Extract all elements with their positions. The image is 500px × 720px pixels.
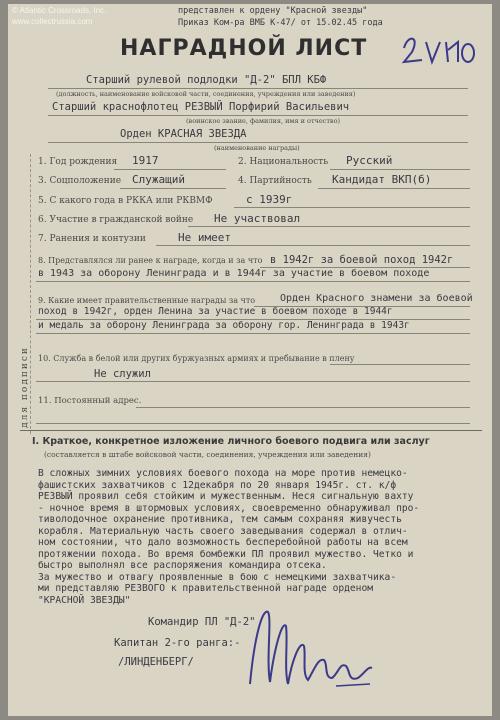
narrative-text (38, 468, 478, 606)
side-label: для подписи (19, 346, 30, 428)
field-2-label: 2. Национальность (238, 157, 329, 167)
award-value: Орден КРАСНАЯ ЗВЕЗДА (120, 128, 247, 140)
watermark-line-1: © Atlantic Crossroads, Inc. (12, 6, 107, 15)
narrative-line: тиволодочное охранение противника, тем самым сохраняя живучесть (38, 514, 402, 525)
name-value: Старший краснофлотец РЕЗВЫЙ Порфирий Васильевич (52, 101, 350, 113)
field-5-label: 5. С какого года в РККА или РКВМФ (38, 196, 213, 206)
signature (240, 600, 380, 704)
position-value: Старший рулевой подлодки "Д-2" БПЛ КБФ (86, 74, 327, 86)
narrative-line: За мужество и отвагу проявленные в бою с немецкими захватчика- (38, 571, 397, 583)
handwritten-number (398, 28, 478, 74)
position-caption: (должность, наименование войсковой части, соединения, учреждения или заведения) (56, 90, 356, 98)
section-heading: I. Краткое, конкретное изложение личного боевого подвига или заслуг (32, 436, 430, 447)
narrative-line: быстро выполнял все распоряжения командира отсека. (38, 560, 327, 571)
field-4-value: Кандидат ВКП(б) (332, 173, 432, 186)
field-10-label: 10. Служба в белой или других буржуазных армиях и пребывание в плену (38, 354, 355, 363)
section-heading-caption: (составляется в штабе войсковой части, соединения, учреждения или заведения) (44, 450, 371, 459)
rank-line: Капитан 2-го ранга:- (114, 637, 241, 649)
narrative-line: ми представляю РЕЗВОГО к правительственной награде орденом (38, 583, 374, 594)
field-11-label: 11. Постоянный адрес. (38, 396, 142, 406)
margin-line (30, 154, 31, 434)
field-1-label: 1. Год рождения (38, 157, 118, 167)
field-10-value: Не служил (94, 368, 151, 380)
narrative-line: "КРАСНОЙ ЗВЕЗДЫ" (38, 594, 131, 606)
field-9-value-3: и медаль за оборону Ленинграда за оборону гор. Ленинграда в 1943г (38, 320, 410, 331)
award-sheet (8, 4, 492, 716)
narrative-line: корабля. Материальную часть своего заведывания содержал в отлич- (38, 525, 408, 537)
name-caption: (воинское звание, фамилия, имя и отчество) (186, 117, 341, 125)
svg-text:2110: 2110 (398, 73, 401, 74)
award-caption: (наименование награды) (214, 144, 300, 152)
field-3-value: Служащий (132, 173, 185, 186)
top-note-1: представлен к ордену "Красной звезды" (178, 6, 368, 16)
narrative-line: - ночное время в штормовых условиях, своевременно обнаруживал про- (38, 502, 420, 514)
field-2-value: Русский (346, 154, 393, 167)
field-8-value-2: в 1943 за оборону Ленинграда и в 1944г за участие в боевом походе (38, 268, 430, 279)
field-9-value-2: поход в 1942г, орден Ленина за участие в боевом походе в 1944г (38, 306, 393, 317)
section-divider (20, 430, 482, 431)
field-7-value: Не имеет (178, 231, 231, 244)
narrative-line: протяжении похода. Во время бомбежки ПЛ проявил мужество. Четко и (38, 548, 414, 560)
field-8-value-1: в 1942г за боевой поход 1942г (270, 254, 454, 266)
narrative-line: РЕЗВЫЙ проявил себя стойким и мужественным. Неся сигнальную вахту (38, 491, 414, 502)
field-5-value: с 1939г (246, 193, 293, 206)
top-note-2: Приказ Ком-ра ВМБ К-47/ от 15.02.45 года (178, 18, 383, 28)
field-9-label: 9. Какие имеет правительственные награды за что (38, 296, 256, 305)
narrative-line: ном состоянии, что дало возможность бесперебойной работы на всем (38, 537, 408, 548)
field-6-label: 6. Участие в гражданской войне (38, 215, 194, 225)
field-1-value: 1917 (132, 154, 159, 167)
field-8-label: 8. Представлялся ли ранее к награде, когда и за что (38, 256, 263, 265)
field-9-value-1: Орден Красного знамени за боевой (280, 293, 473, 304)
narrative-line: фашистских захватчиков с 12декабря по 20 января 1945г. ст. к/ф (38, 479, 397, 491)
signer-line: /ЛИНДЕНБЕРГ/ (118, 656, 194, 668)
narrative-line: В сложных зимних условиях боевого похода на море против немецко- (38, 468, 408, 479)
field-6-value: Не участвовал (214, 212, 301, 225)
page-title: НАГРАДНОЙ ЛИСТ (120, 36, 368, 61)
commander-line: Командир ПЛ "Д-2" (148, 616, 256, 628)
field-7-label: 7. Ранения и контузии (38, 234, 146, 244)
watermark-line-2: www.collectrussia.com (12, 17, 93, 26)
field-4-label: 4. Партийность (238, 176, 312, 186)
field-3-label: 3. Соцположение (38, 176, 122, 186)
